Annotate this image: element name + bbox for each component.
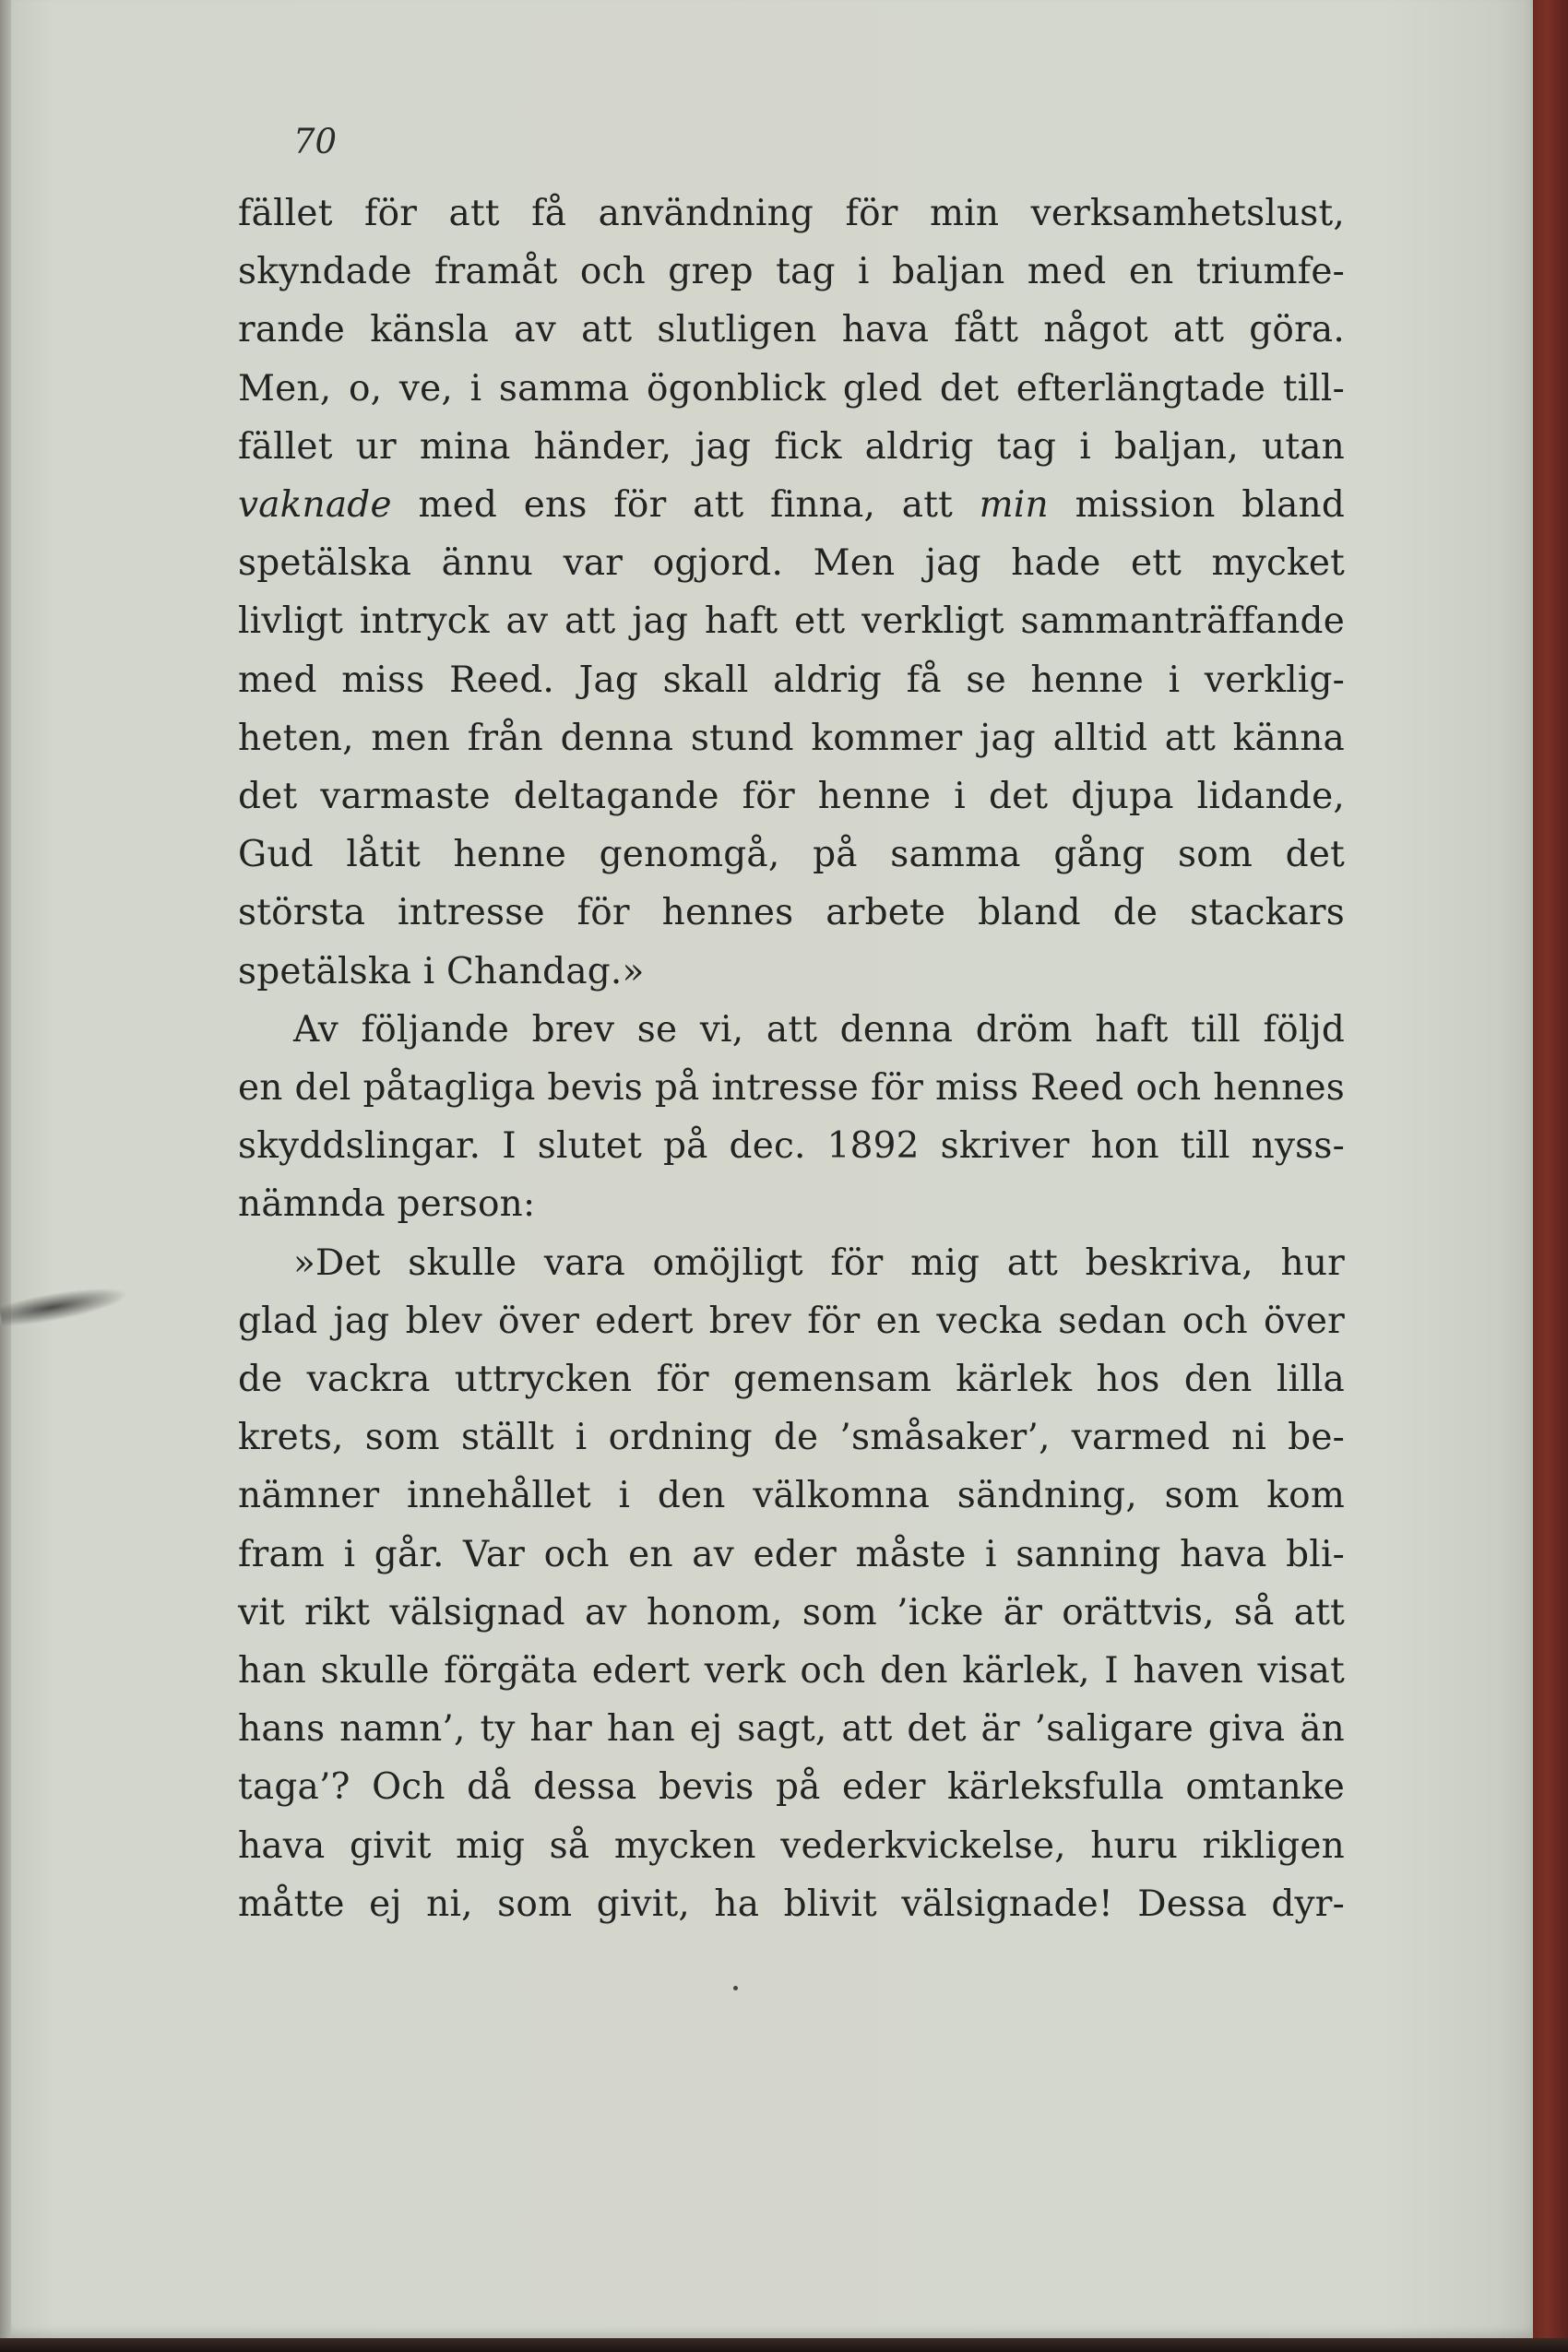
print-dot <box>733 1986 738 1990</box>
text-line-29: hava givit mig så mycken vederkvickelse, huru rikligen <box>238 1824 1345 1867</box>
text-line-28: taga’? Och då dessa bevis på eder kärleksfulla omtanke <box>238 1766 1345 1809</box>
text-line-1: fället för att få användning för min verksamhetslust, <box>238 193 1345 234</box>
text-line-17: skyddslingar. I slutet på dec. 1892 skriver hon till nyss- <box>238 1125 1345 1168</box>
book-cover-edge <box>1533 0 1568 2352</box>
page-left-edge <box>0 0 11 2338</box>
text-line-27: hans namn’, ty har han ej sagt, att det är ’saligare giva än <box>238 1708 1345 1751</box>
text-line-16: en del påtagliga bevis på intresse för miss Reed och hennes <box>238 1067 1345 1110</box>
page-number: 70 <box>293 122 338 161</box>
text-line-24: fram i går. Var och en av eder måste i sanning hava bli- <box>238 1533 1345 1575</box>
text-line-8: livligt intryck av att jag haft ett verkligt sammanträffande <box>238 600 1345 643</box>
line-6-middle: med ens för att finna, att <box>391 484 980 527</box>
text-line-11: det varmaste deltagande för henne i det djupa lidande, <box>238 776 1345 818</box>
text-line-26: han skulle förgäta edert verk och den kärlek, I haven visat <box>238 1650 1345 1693</box>
text-line-9: med miss Reed. Jag skall aldrig få se henne i verklig- <box>238 659 1345 701</box>
italic-word-vaknade: vaknade <box>238 484 392 527</box>
body-text <box>238 184 1345 1933</box>
text-line-18: nämnda person: <box>238 1183 536 1226</box>
text-line-25: vit rikt välsignad av honom, som ’icke är orättvis, så att <box>238 1591 1345 1633</box>
text-line-20: glad jag blev över edert brev för en vecka sedan och över <box>238 1300 1345 1342</box>
italic-word-min: min <box>979 484 1049 527</box>
ink-smudge <box>0 1280 131 1330</box>
line-6-end: mission bland <box>1048 484 1345 527</box>
text-line-30: måtte ej ni, som givit, ha blivit välsignade! Dessa dyr- <box>238 1883 1345 1925</box>
scan-bottom-edge <box>0 2338 1568 2352</box>
text-line-22: krets, som ställt i ordning de ’småsaker’, varmed ni be- <box>238 1417 1345 1459</box>
text-line-2: skyndade framåt och grep tag i baljan med en triumfe- <box>238 251 1345 293</box>
text-line-4: Men, o, ve, i samma ögonblick gled det efterlängtade till- <box>238 367 1345 410</box>
text-line-14: spetälska i Chandag.» <box>238 950 645 992</box>
text-line-23: nämner innehållet i den välkomna sändning, som kom <box>238 1475 1345 1517</box>
text-line-6 <box>238 476 1345 534</box>
text-line-19: »Det skulle vara omöjligt för mig att beskriva, hur <box>293 1241 1345 1284</box>
text-line-7: spetälska ännu var ogjord. Men jag hade ett mycket <box>238 542 1345 585</box>
text-line-13: största intresse för hennes arbete bland de stackars <box>238 892 1345 934</box>
text-line-21: de vackra uttrycken för gemensam kärlek hos den lilla <box>238 1359 1345 1401</box>
text-line-3: rande känsla av att slutligen hava fått något att göra. <box>238 309 1345 351</box>
text-line-10: heten, men från denna stund kommer jag alltid att känna <box>238 717 1345 759</box>
text-line-12: Gud låtit henne genomgå, på samma gång som det <box>238 834 1345 876</box>
text-line-15: Av följande brev se vi, att denna dröm haft till följd <box>293 1008 1345 1051</box>
text-line-5: fället ur mina händer, jag fick aldrig tag i baljan, utan <box>238 425 1345 468</box>
